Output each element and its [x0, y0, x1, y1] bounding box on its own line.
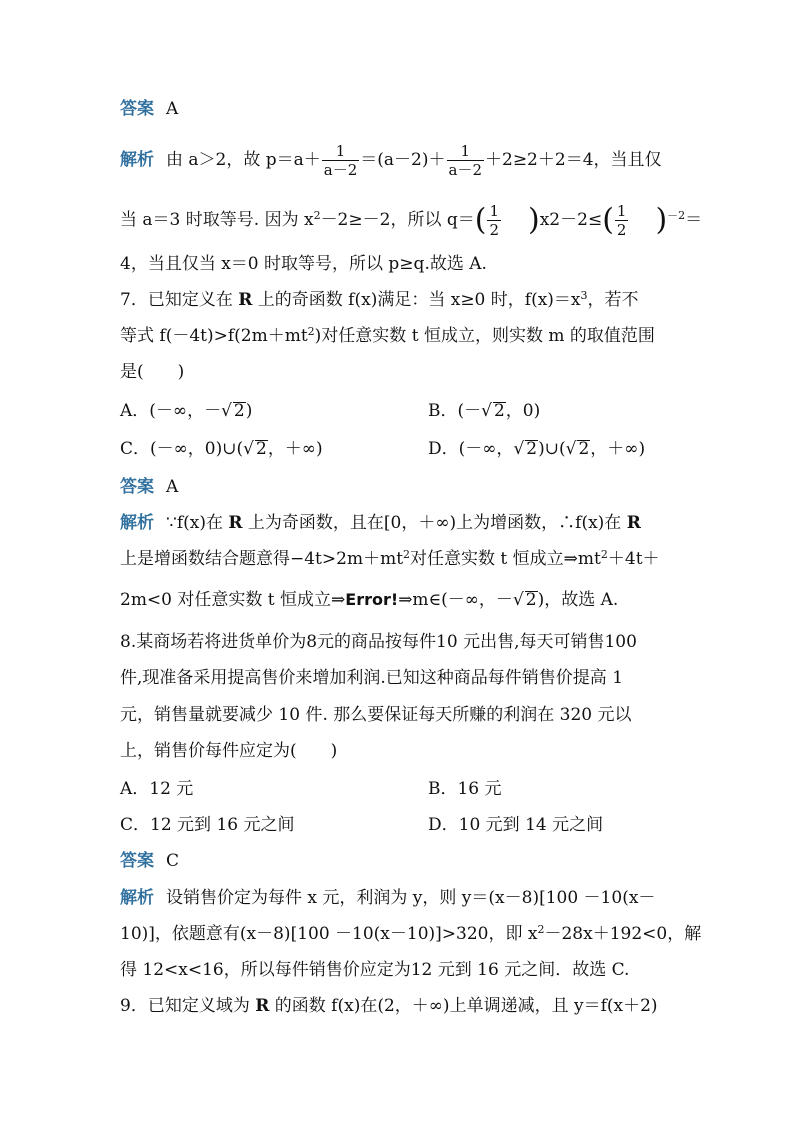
- q8-option-a[interactable]: A．12 元: [120, 779, 194, 799]
- q7-analysis-line-1: 解析 ∵f(x)在 R 上为奇函数，且在[0，＋∞)上为增函数，∴f(x)在 R: [120, 513, 641, 533]
- fraction: $\frac{1}{a-2}$: [448, 142, 482, 179]
- q8-stem-line-3: 元，销售量就要减少 10 件. 那么要保证每天所赚的利润在 320 元以: [120, 705, 632, 725]
- q8-stem-line-2: 件,现准备采用提高售价来增加利润.已知这种商品每件销售价提高 1: [120, 668, 624, 688]
- text-run: 当 a＝3 时取等号. 因为 x: [120, 210, 314, 230]
- text-run: ＝(a－2)＋: [360, 150, 446, 170]
- q7-option-c[interactable]: C．(－∞，0)∪(√ 2，＋∞): [120, 439, 323, 459]
- q7-analysis-line-2: 上是增函数结合题意得$-4t>2m+mt^2$对任意实数 t 恒成立$\Rightarrow mt^2+4t+$: [120, 548, 660, 569]
- q7-option-b[interactable]: B．(－√ 2，0): [428, 401, 541, 421]
- q8-option-b[interactable]: B．16 元: [428, 779, 502, 799]
- q7-option-a[interactable]: A．(－∞，－√ 2): [120, 401, 253, 421]
- q7-answer-line: [120, 475, 680, 499]
- q8-answer-line: [120, 849, 680, 873]
- text-run: 由 a＞2，故 p＝a＋: [166, 150, 321, 170]
- answer-value: C: [166, 851, 180, 871]
- q7-analysis-line-3: 2m<0 对任意实数 t 恒成立⇒Error!⇒m∈(－∞，－√ 2)，故选 A.: [120, 590, 619, 610]
- text-run: x2－2≤: [539, 210, 603, 230]
- q6-analysis-line-3: 4，当且仅当 x＝0 时取等号，所以 p≥q.故选 A.: [120, 254, 487, 274]
- q9-stem-line-1: 9．已知定义域为 R 的函数 f(x)在(2，＋∞)上单调递减，且 y＝f(x＋2): [120, 996, 658, 1016]
- q6-analysis-line-1: [120, 142, 700, 179]
- q7-option-d[interactable]: D．(－∞，√ 2)∪(√ 2，＋∞): [428, 439, 646, 459]
- fraction: $\frac{1}{2}$: [616, 202, 627, 239]
- q8-stem-line-4: 上，销售价每件应定为( ): [120, 741, 338, 761]
- q8-analysis-line-1: 解析 设销售价定为每件 x 元，利润为 y，则 y＝(x－8)[100 －10(x－: [120, 888, 656, 908]
- answer-label: 答案: [120, 851, 154, 871]
- q7-stem-line-1: 7．已知定义在 R 上的奇函数 f(x)满足：当 x≥0 时，$f(x)=x^3$，若不: [120, 289, 639, 310]
- fraction: $\frac{1}{2}$: [489, 202, 499, 239]
- analysis-label: 解析: [120, 150, 154, 170]
- q8-stem-line-1: 8.某商场若将进货单价为8元的商品按每件10 元出售,每天可销售100: [120, 632, 637, 652]
- q6-analysis-line-2: 当 a＝3 时取等号. 因为 $x^2-2\ge-2$，所以 q＝( $\frac{1}{2}$ )x2－2≤( $\frac{1}{2}$ )$^{-2}$＝: [120, 202, 703, 239]
- q8-analysis-line-3: 得 12<x<16，所以每件销售价应定为12 元到 16 元之间．故选 C.: [120, 960, 630, 980]
- q6-answer-line: [120, 97, 680, 121]
- error-placeholder: Error!: [345, 590, 399, 609]
- text-run: －2≥－2，所以 q＝: [320, 210, 475, 230]
- analysis-label: 解析: [120, 888, 154, 908]
- q7-stem-line-2: 等式 $f(-4t)>f(2m+mt^2)$对任意实数 t 恒成立，则实数 m 的取值范围: [120, 325, 655, 346]
- text-run: ＋2≥2＋2＝4，当且仅: [485, 150, 662, 170]
- analysis-label: 解析: [120, 513, 154, 533]
- answer-label: 答案: [120, 477, 154, 497]
- q7-stem-line-3: 是( ): [120, 362, 185, 382]
- q8-option-d[interactable]: D．10 元到 14 元之间: [428, 815, 604, 835]
- q8-analysis-line-2: 10)]，依题意有(x－8)[100 －10(x－10)]>320，即 $x^2-28x+192<0$，解: [120, 923, 702, 944]
- fraction: $\frac{1}{a-2}$: [323, 142, 358, 179]
- answer-value: A: [166, 99, 179, 119]
- answer-label: 答案: [120, 99, 154, 119]
- text-run: ＝: [685, 210, 703, 230]
- answer-value: A: [166, 477, 179, 497]
- q8-option-c[interactable]: C．12 元到 16 元之间: [120, 815, 295, 835]
